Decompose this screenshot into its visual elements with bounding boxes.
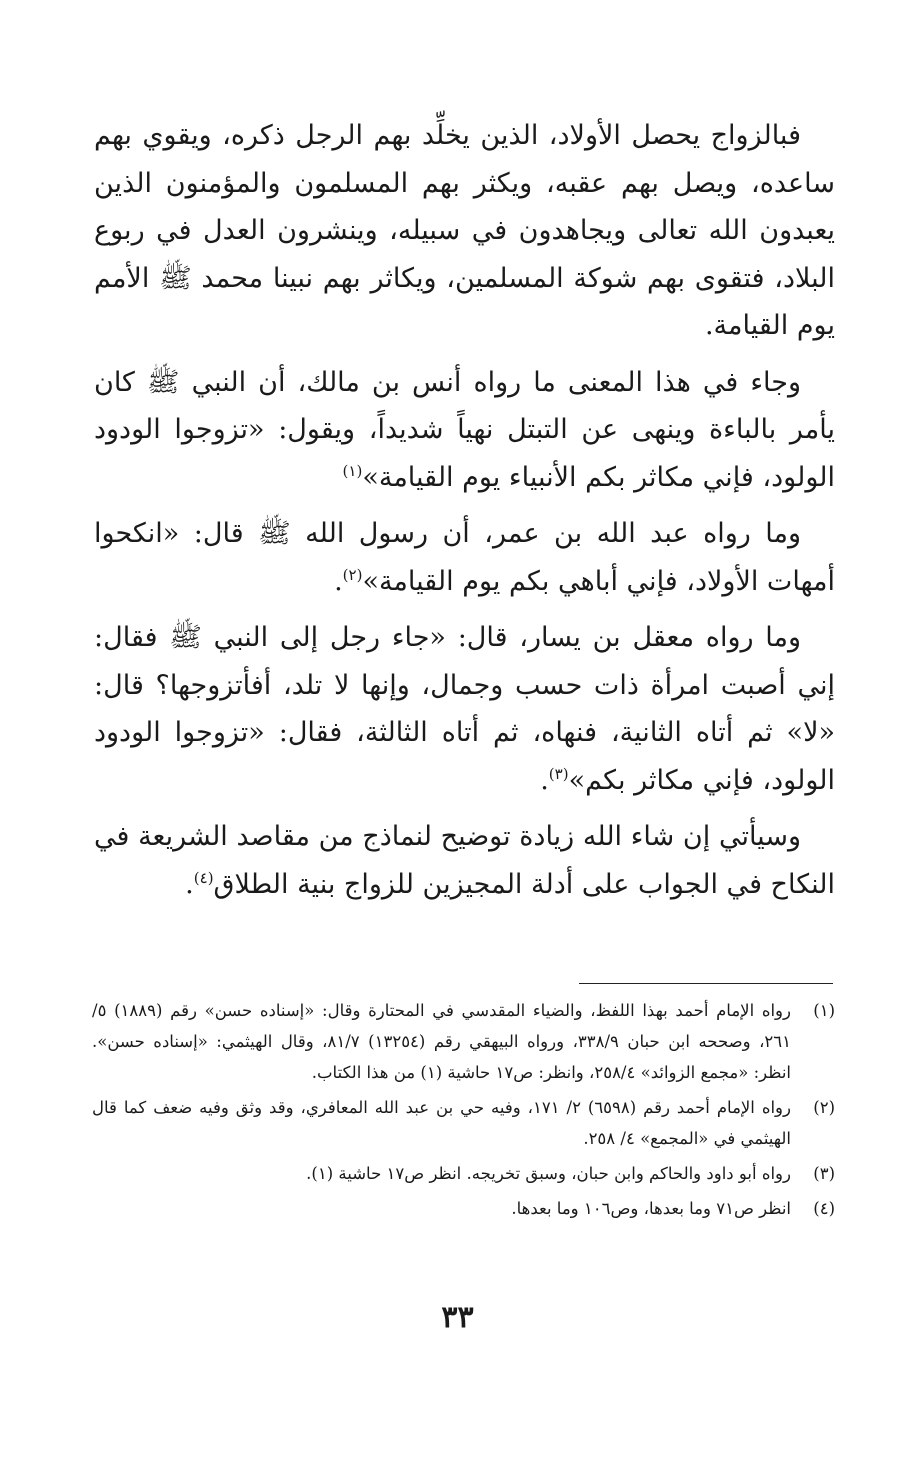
footnote-number: (١) <box>813 1001 835 1020</box>
paragraph-3: وما رواه عبد الله بن عمر، أن رسول الله ﷺ قال: «انكحوا أمهات الأولاد، فإني أباهي بكم يوم القيامة»$^{(٢)}$. <box>94 518 835 597</box>
footnote-text: رواه الإمام أحمد بهذا اللفظ، والضياء المقدسي في المحتارة وقال: «إسناده حسن» رقم (١٨٨٩) ٥/ ٢٦١، وصححه ابن حبان ٣٣٨/٩، ورواه البيهقي رقم (١٣٢٥٤) ٨١/٧، وقال الهيثمي: «إسناده حسن». انظر: «مجمع الزوائد» ٢٥٨/٤، وانظر: ص١٧ حاشية (١) من هذا الكتاب. <box>92 1001 791 1082</box>
footnotes <box>92 995 835 1228</box>
footnote-2 <box>92 1092 835 1154</box>
paragraph-5: وسيأتي إن شاء الله زيادة توضيح لنماذج من مقاصد الشريعة في النكاح في الجواب على أدلة المجيزين للزواج بنية الطلاق$^{(٤)}$. <box>94 821 835 900</box>
footnote-text: انظر ص٧١ وما بعدها، وص١٠٦ وما بعدها. <box>511 1199 791 1218</box>
footnote-1 <box>92 995 835 1088</box>
paragraph-2: وجاء في هذا المعنى ما رواه أنس بن مالك، أن النبي ﷺ كان يأمر بالباءة وينهى عن التبتل نهياً شديداً، ويقول: «تزوجوا الودود الولود، فإني مكاثر بكم الأنبياء يوم القيامة»$^{(١)}$ <box>94 366 835 493</box>
footnote-text: رواه أبو داود والحاكم وابن حبان، وسبق تخريجه. انظر ص١٧ حاشية (١). <box>306 1164 791 1183</box>
footnote-3 <box>92 1158 835 1189</box>
paragraph-4: وما رواه معقل بن يسار، قال: «جاء رجل إلى النبي ﷺ فقال: إني أصبت امرأة ذات حسب وجمال، وإنها لا تلد، أفأتزوجها؟ قال: «لا» ثم أتاه الثانية، فنهاه، ثم أتاه الثالثة، فقال: «تزوجوا الودود الولود، فإني مكاثر بكم»$^{(٣)}$. <box>94 622 835 796</box>
footnote-number: (٣) <box>813 1164 835 1183</box>
page-number: ٣٣ <box>441 1300 474 1335</box>
footnote-4 <box>92 1193 835 1224</box>
footnote-number: (٤) <box>813 1199 835 1218</box>
footnote-text: رواه الإمام أحمد رقم (٦٥٩٨) ٢/ ١٧١، وفيه حي بن عبد الله المعافري، وقد وثق وفيه ضعف كما قال الهيثمي في «المجمع» ٤/ ٢٥٨. <box>92 1098 791 1148</box>
footnote-separator <box>579 983 833 984</box>
main-text <box>94 112 835 917</box>
footnote-ref-1[interactable]: (١) <box>342 461 363 480</box>
footnote-ref-3[interactable]: (٣) <box>548 764 569 783</box>
footnote-number: (٢) <box>813 1098 835 1117</box>
paragraph-1: فبالزواج يحصل الأولاد، الذين يخلِّد بهم الرجل ذكره، ويقوي بهم ساعده، ويصل بهم عقبه، ويكثر بهم المسلمون والمؤمنون الذين يعبدون الله تعالى ويجاهدون في سبيله، وينشرون العدل في ربوع البلاد، فتقوى بهم شوكة المسلمين، ويكاثر بهم نبينا محمد ﷺ الأمم يوم القيامة. <box>94 120 835 341</box>
footnote-ref-2[interactable]: (٢) <box>342 565 363 584</box>
footnote-ref-4[interactable]: (٤) <box>193 868 214 887</box>
